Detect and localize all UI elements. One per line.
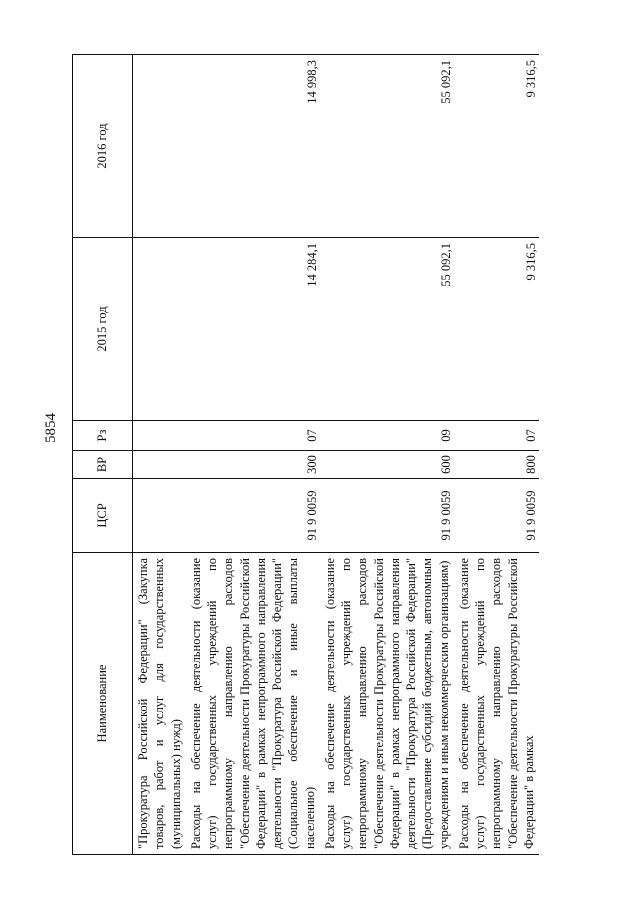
- row-1-csr: [133, 479, 186, 553]
- header-name: Наименование: [73, 553, 133, 855]
- header-2015: 2015 год: [73, 238, 133, 421]
- row-3-rz: 09: [320, 421, 454, 451]
- budget-table: [72, 54, 539, 855]
- row-1-2016: [133, 55, 186, 238]
- row-2-2015: 14 284,1: [186, 238, 320, 421]
- table-row: [186, 55, 320, 855]
- row-4-name: Расходы на обеспечение деятельности (оказание услуг) государственных учреждений по непрограммному направлению расходов "Обеспечение деятельности Прокуратуры Российской Федерации" в рамках: [454, 553, 539, 855]
- row-1-vr: [133, 451, 186, 479]
- row-1-rz: [133, 421, 186, 451]
- row-2-csr: 91 9 0059: [186, 479, 320, 553]
- table-header-row: [73, 55, 133, 855]
- row-4-2016: 9 316,5: [454, 55, 539, 238]
- table-row: [454, 55, 539, 855]
- table-row: [133, 55, 186, 855]
- row-4-vr: 800: [454, 451, 539, 479]
- header-2016: 2016 год: [73, 55, 133, 238]
- table-row: [320, 55, 454, 855]
- rotated-page-content: [72, 55, 572, 855]
- row-2-vr: 300: [186, 451, 320, 479]
- row-1-2015: [133, 238, 186, 421]
- row-4-csr: 91 9 0059: [454, 479, 539, 553]
- row-2-rz: 07: [186, 421, 320, 451]
- header-rz: Рз: [73, 421, 133, 451]
- row-4-2015: 9 316,5: [454, 238, 539, 421]
- row-3-name: Расходы на обеспечение деятельности (оказание услуг) государственных учреждений по непрограммному направлению расходов "Обеспечение деятельности Прокуратуры Российской Федерации" в рамках непрограммного направления деятельности "Прокуратура Российской Федерации" (Предоставление субсидий бюджетным, автономным учреждениям и иным некоммерческим организациям): [320, 553, 454, 855]
- row-2-2016: 14 998,3: [186, 55, 320, 238]
- row-3-csr: 91 9 0059: [320, 479, 454, 553]
- row-3-2016: 55 092,1: [320, 55, 454, 238]
- row-3-vr: 600: [320, 451, 454, 479]
- row-4-rz: 07: [454, 421, 539, 451]
- header-vr: ВР: [73, 451, 133, 479]
- row-1-name: "Прокуратура Российской Федерации" (Закупка товаров, работ и услуг для государственных (муниципальных) нужд): [133, 553, 186, 855]
- page-number: 5854: [43, 413, 59, 443]
- row-3-2015: 55 092,1: [320, 238, 454, 421]
- header-csr: ЦСР: [73, 479, 133, 553]
- row-2-name: Расходы на обеспечение деятельности (оказание услуг) государственных учреждений по непрограммному направлению расходов "Обеспечение деятельности Прокуратуры Российской Федерации" в рамках непрограммного направления деятельности "Прокуратура Российской Федерации" (Социальное обеспечение и иные выплаты населению): [186, 553, 320, 855]
